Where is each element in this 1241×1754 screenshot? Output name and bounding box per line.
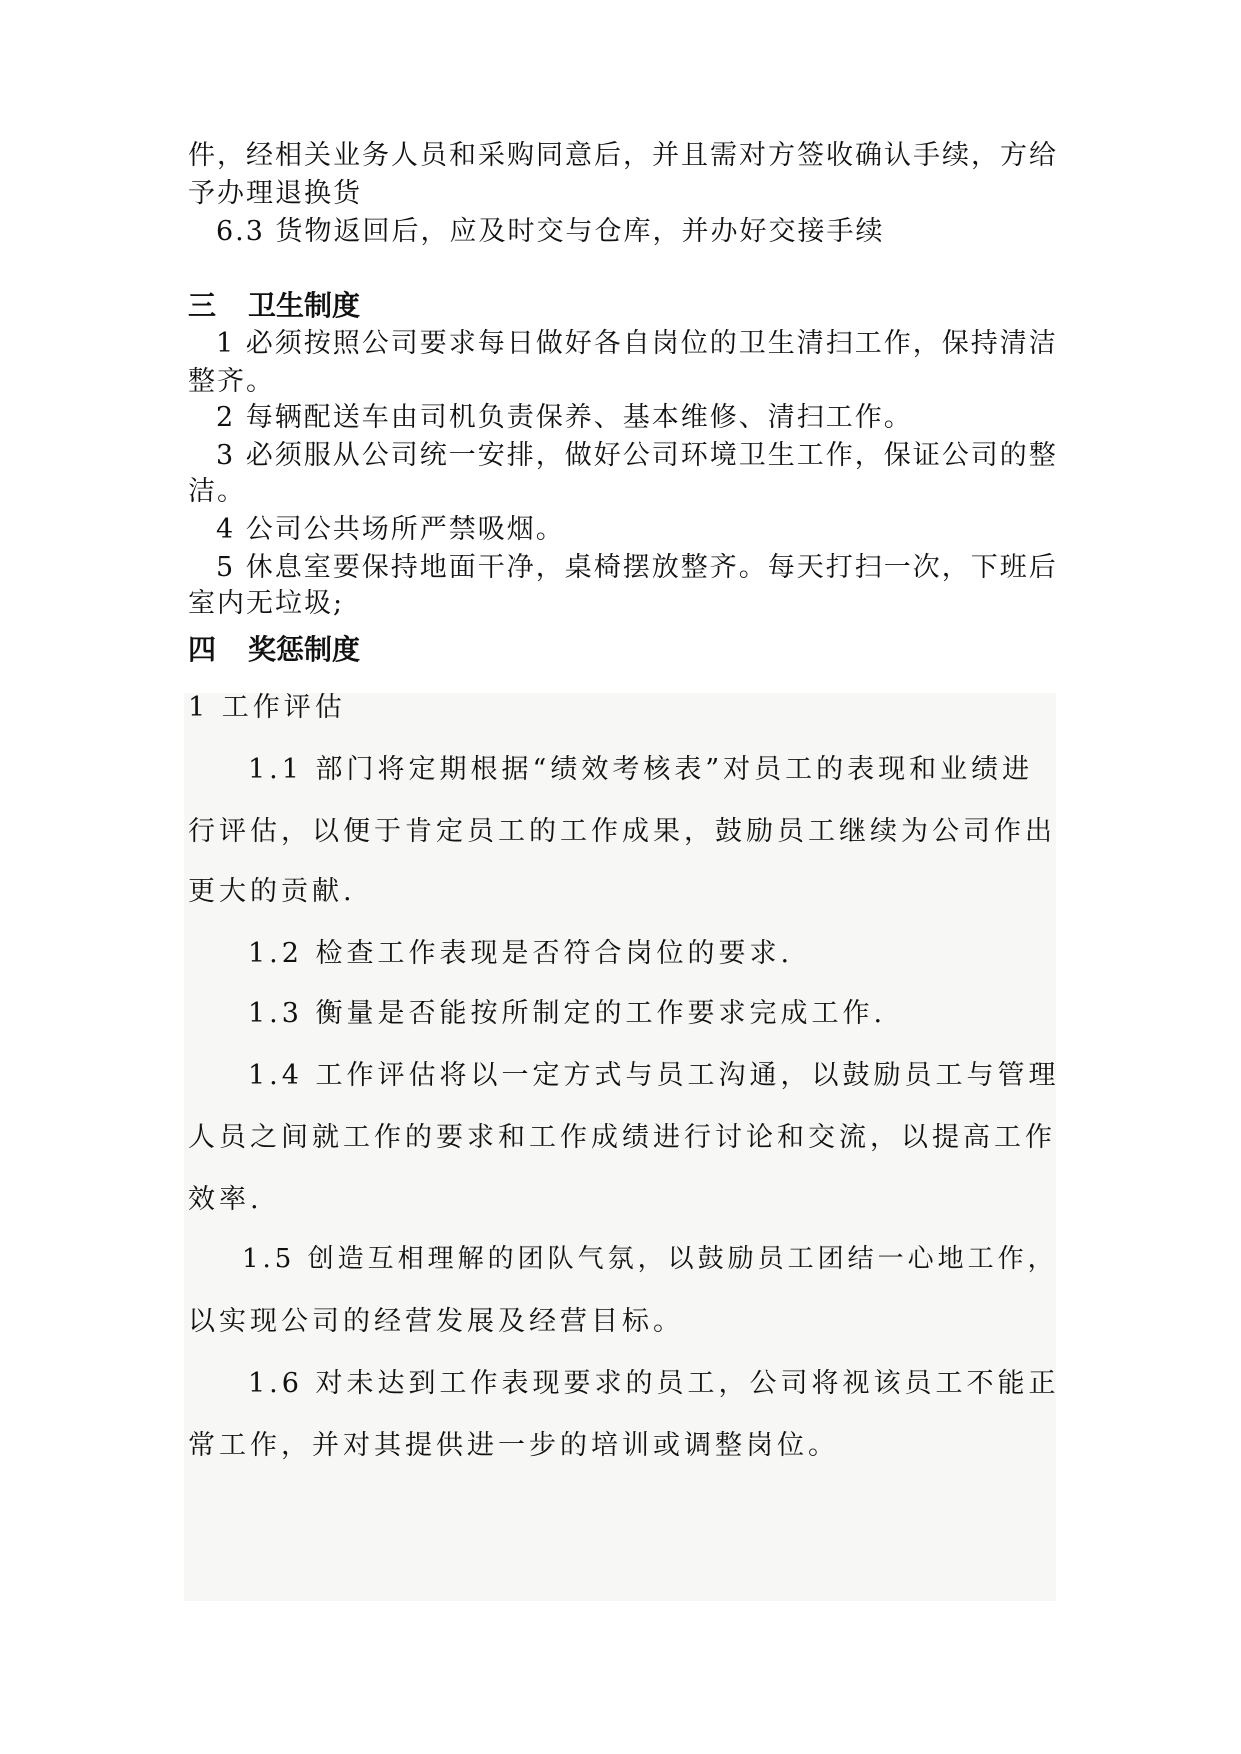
paragraph-line: 1.3 衡量是否能按所制定的工作要求完成工作. — [248, 998, 887, 1029]
subsection-title: 1 工作评估 — [188, 692, 346, 723]
paragraph-line: 1.4 工作评估将以一定方式与员工沟通，以鼓励员工与管理 — [248, 1060, 1060, 1091]
paragraph-line: 效率. — [188, 1184, 263, 1215]
paragraph-line: 件，经相关业务人员和采购同意后，并且需对方签收确认手续，方给 — [188, 140, 1058, 171]
paragraph-line: 2 每辆配送车由司机负责保养、基本维修、清扫工作。 — [216, 402, 913, 433]
paragraph-line: 1.5 创造互相理解的团队气氛，以鼓励员工团结一心地工作， — [242, 1244, 1058, 1274]
paragraph-line: 4 公司公共场所严禁吸烟。 — [216, 514, 565, 545]
paragraph-line: 6.3 货物返回后，应及时交与仓库，并办好交接手续 — [216, 216, 885, 247]
paragraph-line: 室内无垃圾; — [188, 588, 345, 619]
paragraph-line: 1.6 对未达到工作表现要求的员工，公司将视该员工不能正 — [248, 1368, 1060, 1399]
paragraph-line: 1 必须按照公司要求每日做好各自岗位的卫生清扫工作，保持清洁 — [216, 328, 1058, 359]
paragraph-line: 3 必须服从公司统一安排，做好公司环境卫生工作，保证公司的整 — [216, 440, 1058, 471]
paragraph-line: 1.2 检查工作表现是否符合岗位的要求. — [248, 938, 794, 969]
paragraph-line: 人员之间就工作的要求和工作成绩进行讨论和交流，以提高工作 — [188, 1122, 1056, 1153]
section-heading — [188, 289, 361, 322]
paragraph-line: 以实现公司的经营发展及经营目标。 — [188, 1306, 684, 1337]
section-heading — [188, 633, 361, 666]
paragraph-line: 5 休息室要保持地面干净，桌椅摆放整齐。每天打扫一次，下班后 — [216, 552, 1058, 583]
section-title: 奖惩制度 — [248, 633, 361, 666]
paragraph-line: 更大的贡献. — [188, 876, 356, 907]
section-number: 四 — [188, 633, 217, 666]
paragraph-line: 洁。 — [188, 476, 246, 507]
paragraph-line: 常工作，并对其提供进一步的培训或调整岗位。 — [188, 1430, 839, 1461]
section-title: 卫生制度 — [248, 289, 361, 322]
paragraph-line: 予办理退换货 — [188, 178, 362, 209]
paragraph-line: 行评估，以便于肯定员工的工作成果，鼓励员工继续为公司作出 — [188, 816, 1056, 847]
paragraph-line: 1.1 部门将定期根据“绩效考核表”对员工的表现和业绩进 — [248, 754, 1034, 785]
section-number: 三 — [188, 289, 217, 322]
paragraph-line: 整齐。 — [188, 366, 275, 397]
